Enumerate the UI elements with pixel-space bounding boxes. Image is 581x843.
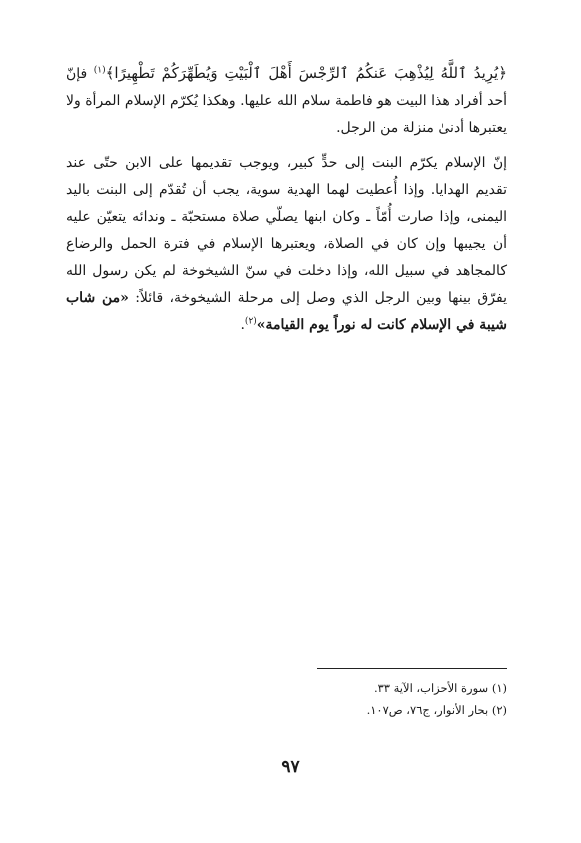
quran-verse: ﴿يُرِيدُ ٱللَّهُ لِيُذْهِبَ عَنكُمُ ٱلرِّجْسَ أَهْلَ ٱلْبَيْتِ وَيُطَهِّرَكُمْ تَطْهِيرًا﴾: [105, 64, 507, 82]
paragraph-2: [66, 150, 507, 339]
paragraph-1-text: فإنّ أحد أفراد هذا البيت هو فاطمة سلام الله عليها. وهكذا يُكرّم الإسلام المرأة ولا يعتبرها أدنىٰ منزلة من الرجل.: [66, 66, 507, 136]
footnote-marker-1: (١): [93, 65, 106, 76]
footnote-2: (٢) بحار الأنوار، ج٧٦، ص١٠٧.: [366, 703, 507, 717]
paragraph-2-end: .: [240, 317, 245, 333]
paragraph-2-text: إنّ الإسلام يكرّم البنت إلى حدٍّ كبير، ويوجب تقديمها على الابن حتّى عند تقديم الهدايا. وإذا أُعطيت لهما الهدية سوية، يجب أن تُقدّم إلى البنت باليد اليمنى، وإذا صارت أُمّاً ـ وكان ابنها يصلّي صلاة مستحبّة ـ وندائه يتعيّن عليه أن يجيبها وإن كان في الصلاة، ويعتبرها الإسلام في فترة الحمل والرضاع كالمجاهد في سبيل الله، وإذا دخلت في سنّ الشيخوخة لم يكن رسول الله يفرّق بينها وبين الرجل الذي وصل إلى مرحلة الشيخوخة، قائلاً:: [66, 155, 507, 306]
paragraph-1: [66, 60, 507, 142]
page-number: ٩٧: [281, 757, 300, 777]
hadith-quote: «من شاب شيبة في الإسلام كانت له نوراً يوم القيامة»: [66, 290, 507, 333]
footnote-1: (١) سورة الأحزاب، الآية ٣٣.: [373, 681, 507, 695]
footnote-marker-2: (٢): [244, 316, 257, 327]
footnotes: [66, 677, 507, 721]
footnote-divider: [317, 668, 507, 669]
